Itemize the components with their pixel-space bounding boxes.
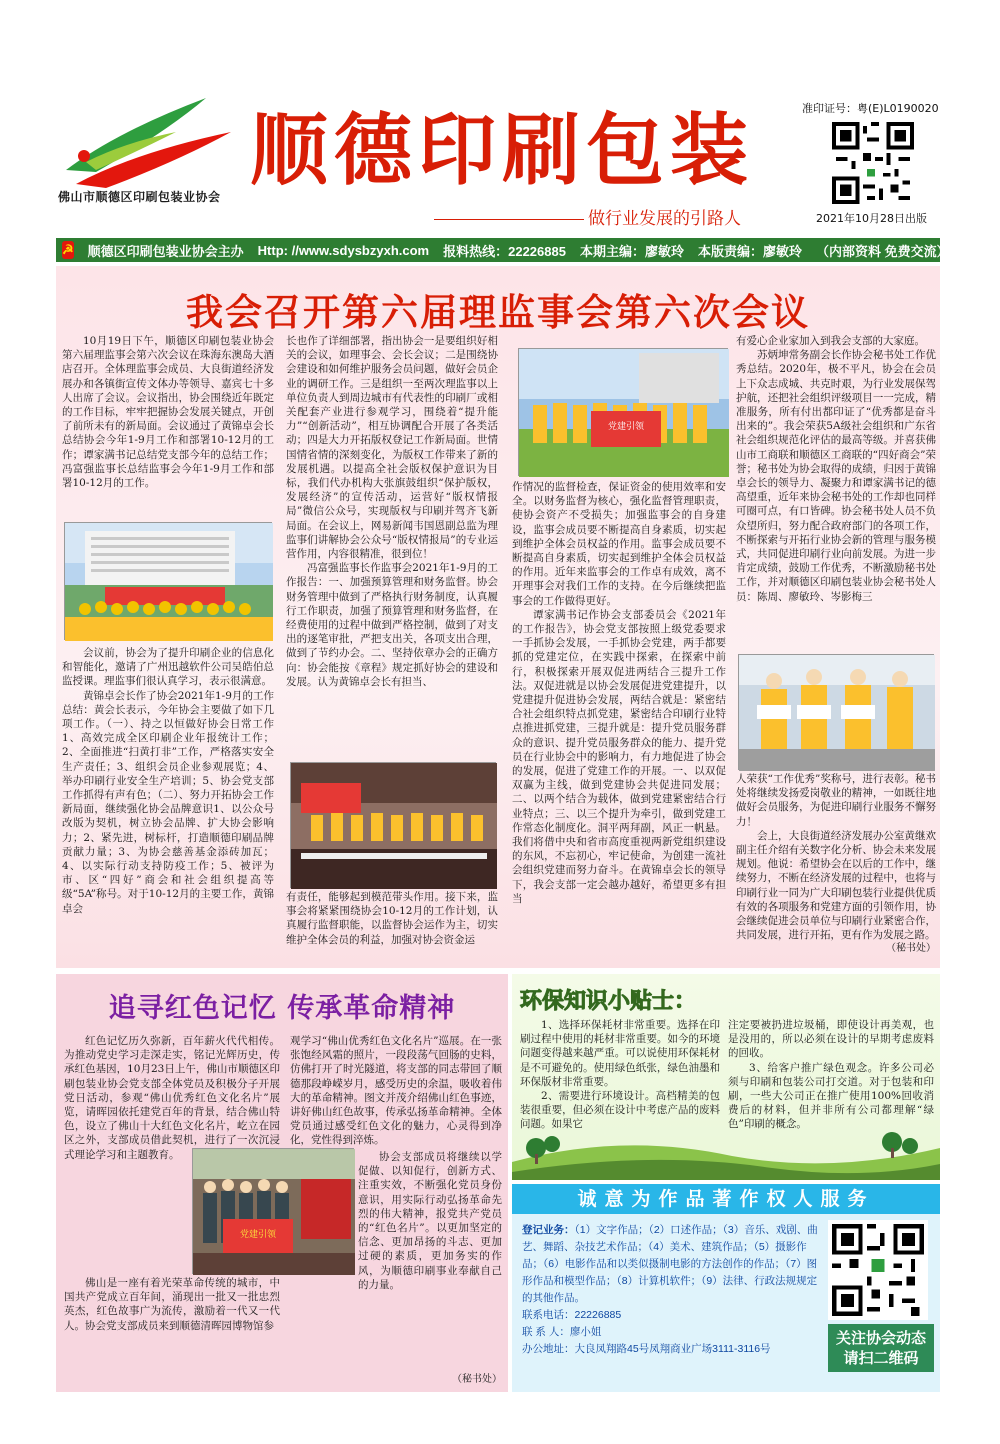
article-signature: （秘书处）	[886, 943, 936, 955]
party-banner-text: 党建引领	[607, 422, 645, 432]
website-link[interactable]: Http: //www.sdysbzyxh.com	[257, 242, 430, 258]
group-photo-image	[65, 523, 273, 641]
museum-visit-image	[193, 1149, 355, 1275]
eco-tip-paragraph: 3、给客户推广绿色观念。许多公司必须与印刷和包装公司打交道。对于包装和印刷，一些大公司正在推广使用100%回收消费后的材料，但并非所有公司都理解“绿色”印刷的概念。	[728, 1061, 934, 1131]
publication-date: 2021年10月28日出版	[816, 212, 927, 225]
article-paragraph: 长也作了详细部署，指出协会一是要组织好相关的会议，如理事会、会长会议；二是围绕协会建设和如何维护服务会员问题，做好会员企业的调研工作。三是组织一至两次理监事以上单位负责人到周边城市有代表性的印刷厂或相关配套产业进行参观学习，围绕着“提升能力”“创新活动”，相互协调配合开展了各类活动；四是大力开拓版权登记工作新局面。世情国情省情的深刻变化，为版权工作带来了新的发展机遇。以提高全社会版权保护意识为目标，我们代办机构大张旗鼓组织“保护版权，发展经济”的宣传活动，运营好“版权情报局”微信公众号，实现版权与印刷并驾齐飞新局面。在会议上，网易新闻韦国恩副总监为理监事们讲解协会公众号“版权情报局”的专业运营作用，内容很精准，很到位！	[286, 335, 498, 561]
article-column-1-bottom	[62, 646, 274, 962]
award-image	[739, 655, 935, 771]
article-paragraph: 有责任，能够起到模范带头作用。接下来，监事会将紧紧围绕协会10-12月的工作计划，认真履行监督职能，以监督协会运作为主，切实维护全体会员的利益，加强对协会资金运	[286, 891, 498, 946]
article-paragraph: 作情况的监督检查，保证资金的使用效率和安全。以财务监督为核心，强化监督管理职责，使协会资产不受损失；加强监事会的自身建设，监事会成员要不断提高自身素质，切实起到维护全体会员权益的作用。监事会成员要不断提高自身素质，切实起到维护全体会员权益的作用。近年来监事会的工作卓有成效，离不开理事会对我们工作的支持。在今后继续把监事会的工作做得更好。	[512, 481, 726, 607]
article-paragraph: 会上，大良街道经济发展办公室黄继欢副主任介绍有关数字化分析、协会未来发展规划。他说：希望协会在以后的工作中，继续努力，不断在经济发展的过程中，也将与印刷行业一同为广大印刷包装行业提供优质有效的各项服务和党建方面的引领作用，协会继续促进会员单位与印刷行业紧密合作，共同发展，进行开拓，更有作为发展之路。	[736, 829, 936, 942]
print-permit: 准印证号：粤(E)L0190020	[802, 102, 939, 115]
association-logo	[56, 92, 236, 202]
copyright-details	[522, 1222, 822, 1358]
red-memory-column-1-bottom	[64, 1276, 280, 1386]
green-hills-illustration	[512, 1122, 940, 1180]
main-article	[56, 266, 940, 968]
follow-qr-caption: 关注协会动态 请扫二维码	[828, 1324, 934, 1372]
article-headline: 我会召开第六届理监事会第六次会议	[186, 291, 810, 334]
eco-tips-column-2	[728, 1018, 934, 1130]
contact-person: 联 系 人：廖小姐	[522, 1326, 602, 1338]
article-paragraph: 谭家满书记作协会支部委员会《2021年的工作报告》，协会党支部按照上级党委要求一手抓协会发展，一手抓协会党建，两手都要抓的党建定位，在实践中探索，在探索中前行，积极探索开展双促进两结合三提升工作法。双促进就是以协会发展促进党建提升，以党建提升促进协会发展，两结合就是：紧密结合社会组织特点抓党建，紧密结合印刷行业特点推进抓党建，三提升就是：提升党员服务群众的意识、提升党员服务群众的能力、提升党员在行业协会中的影响力，有力地促进了协会的发展，促进了党建工作的开展。一、以双促双赢为主线，做到党建协会共促进同发展；二、以两个结合为载体，做到党建紧密结合行业特点；三、以三个提升为牵引，做到党建工作常态化制度化。洞平两拜副，风正一帆悬。我们将借中央和省市高度重视两新党组织建设的东风，不忘初心，牢记使命，为创建一流社会组织党建而努力奋斗。在黄锦卓会长的领导下，我会支部一定会越办越好，希望更多有担当	[512, 608, 726, 905]
red-banner-text: 党建引领	[239, 1230, 277, 1240]
red-memory-title: 追寻红色记忆 传承革命精神	[108, 993, 456, 1024]
eco-tip-paragraph: 1、选择环保耗材非常重要。选择在印刷过程中使用的耗材非常重要。如今的环境问题变得越来越严重。可以说使用环保耗材是不可避免的。使用绿色纸张，绿色油墨和环保版材非常重要。	[520, 1019, 720, 1088]
article-paragraph: 苏炳坤常务副会长作协会秘书处工作优秀总结。2020年，极不平凡，协会在会员上下众志成城、共克时艰，为行业发展保驾护航，还把社会组织评级项目一一完成，精准服务，所有付出都印证了“优秀都是奋斗出来的”。我会荣获5A级社会组织和广东省社会组织规范化评估的最高等级。并喜获佛山市工商联和顺德区工商联的“四好商会”荣誉；秘书处为协会取得的成绩，归因于黄锦卓会长的领导力、凝聚力和谭家满书记的德高望重，近年来协会秘书处的工作却也同样可圈可点，有口皆碑。协会秘书处人员不负众望所归，努力配合政府部门的各项工作，不断探索与开拓行业协会新的管理与服务模式，共同促进印刷行业向前发展。为进一步肯定成绩，鼓励工作优秀，不断激励秘书处工作，并对顺德区印刷包装业协会秘书处人员：陈周、廖敏玲、岑影梅三	[736, 349, 936, 603]
services-label: 登记业务：	[522, 1224, 575, 1236]
chief-editor: 本期主编：廖敏玲	[579, 243, 684, 259]
award-photo	[738, 654, 934, 770]
article-paragraph: 有爱心企业家加入到我会支部的大家庭。	[736, 335, 925, 347]
red-memory-paragraph: 佛山是一座有着光荣革命传统的城市，中国共产党成立百年间，涌现出一批又一批忠烈英杰，红色故事广为流传，激励着一代又一代人。协会党支部成员来到顺德清晖园博物馆参	[64, 1277, 280, 1332]
contact-phone: 联系电话：22226885	[522, 1309, 622, 1321]
info-bar	[56, 238, 950, 262]
meeting-hall-photo	[290, 762, 496, 888]
party-members-image	[519, 349, 729, 477]
article-column-1-top	[62, 334, 274, 518]
masthead	[0, 0, 1000, 232]
services-text	[522, 1222, 822, 1307]
article-paragraph: 人荣获“工作优秀”奖称号，进行表彰。秘书处将继续发扬爱岗敬业的精神，一如既往地做好会员服务，为促进印刷行业服务不懈努力！	[736, 773, 936, 828]
article-column-2-top	[286, 334, 498, 760]
copyright-service-panel	[512, 1184, 940, 1392]
internal-note: （内部资料 免费交流）	[815, 243, 950, 259]
office-address: 办公地址：大良凤翔路45号凤翔商业广场3111-3116号	[522, 1343, 771, 1355]
eco-tips-column-1	[520, 1018, 720, 1130]
meeting-group-photo	[64, 522, 272, 640]
article-paragraph: 10月19日下午，顺德区印刷包装业协会第六届理监事会第六次会议在珠海东澳岛大酒店召开。全体理监事会成员、大良街道经济发展办和各镇街宣传文体办等领导、嘉宾七十多人出席了会议。会议指出，协会围绕近年既定的工作目标，牢牢把握协会发展关键点，开创了前所未有的新局面。会议通过了黄锦卓会长总结协会今年1-9月工作和部署10-12月的工作；谭家满书记总结党支部今年的总结工作；冯富强监事长总结监事会今年1-9月工作和部署10-12月的工作。	[62, 335, 274, 490]
eco-tip-paragraph: 2、需要进行环境设计。高档精美的包装很重要，但必须在设计中考虑产品的废料问题。如果它	[520, 1090, 720, 1131]
red-memory-signature: （秘书处）	[452, 1374, 502, 1385]
qr-code-icon	[832, 122, 914, 204]
red-memory-column-1-mid	[64, 1186, 188, 1274]
article-column-4-top	[736, 334, 936, 654]
article-column-2-bottom	[286, 890, 498, 964]
article-paragraph: 会议前，协会为了提升印刷企业的信息化和智能化，邀请了广州迅越软件公司吴皓伯总监授课。理监事们很认真学习，表示很满意。	[62, 647, 274, 688]
article-paragraph: 冯富强监事长作监事会2021年1-9月的工作报告：一、加强预算管理和财务监督。协会财务管理中做到了严格执行财务制度，认真履行工作职责，加强了预算管理和财务监督，在经费使用的过程中做到严格控制，做到了对支出的逐笔审批，严把支出关，各项支出合理，做到了节约办会。二、坚持依章办会的正确方向：协会能按《章程》规定抓好协会的建设和发展。认为黄锦卓会长有担当、	[286, 562, 498, 688]
page-editor: 本版责编：廖敏玲	[697, 243, 802, 259]
red-memory-paragraph: 协会支部成员将继续以学促做、以知促行，创新方式、注重实效，不断强化党员身份意识，用实际行动弘扬革命先烈的伟大精神，报党共产党员的“红色名片”。以更加坚定的信念、更加昂扬的斗志、更加过硬的素质，更加务实的作风，为顺德印刷事业奉献自己的力量。	[358, 1151, 502, 1291]
eco-tips-title: 环保知识小贴士：	[520, 989, 697, 1014]
host-label: 顺德区印刷包装业协会主办	[87, 243, 244, 259]
party-emblem-icon: ☭	[62, 242, 74, 257]
museum-visit-photo	[192, 1148, 354, 1274]
eco-tips-panel	[512, 974, 940, 1180]
red-memory-panel	[56, 974, 508, 1392]
article-paragraph: 黄锦卓会长作了协会2021年1-9月的工作总结：黄会长表示，今年协会主要做了如下几项工作。（一）、持之以恒做好协会日常工作1、高效完成全区印刷企业年报统计工作；2、全面推进“扫黄打非”工作，严格落实安全生产责任；3、组织会员企业参观展览；4、举办印刷行业安全生产培训；5、协会党支部工作抓得有声有色；（二）、努力开拓协会工作新局面，继续强化协会品牌意识1、以公众号改版为契机，树立协会品牌、扩大协会影响力；2、紧先进，树标杆，打造顺德印刷品牌贡献力量；3、为协会慈善基金添砖加瓦；4、以实际行动支持防疫工作；5、被评为市、区“四好”商会和社会组织提高等级“5A”称号。对于10-12月的主要工作，黄锦卓会	[62, 689, 274, 915]
party-members-photo	[518, 348, 728, 476]
slogan-text: 做行业发展的引路人	[588, 209, 741, 229]
copyright-title: 诚意为作品著作权人服务	[512, 1184, 940, 1214]
red-memory-paragraph: 红色记忆历久弥新，百年薪火代代相传。为推动党史学习走深走实，铭记光辉历史，传承红色基因，10月23日上午，佛山市顺德区印刷包装业协会党支部全体党员及积极分子开展党日活动，参观“佛山优秀红色文化名片”展览，请晖园依托建党百年的背景，结合佛山特色，设立了佛山十大红色文化名片，屹立在园区之外，支部成员借此契机，进行了一次沉浸式理论学习和主题教育。	[64, 1035, 280, 1161]
red-memory-column-2-top	[290, 1034, 502, 1146]
hotline: 报料热线：22226885	[443, 243, 566, 259]
association-name: 佛山市顺德区印刷包装业协会	[58, 190, 221, 204]
red-memory-paragraph: 观学习“佛山优秀红色文化名片”巡展。在一张张饱经风霜的照片，一段段荡气回肠的史料，仿佛打开了时光隧道，将支部的同志带回了顺德那段峥嵘岁月，感受历史的余温，吸收着伟大的革命精神。图文并茂介绍佛山红色事迹，讲好佛山红色故事，传承弘扬革命精神。全体党员通过感受红色文化的魅力，心灵得到净化，党性得到淬炼。	[290, 1035, 502, 1147]
red-memory-column-2-mid	[358, 1150, 502, 1291]
slogan	[434, 204, 741, 229]
services-list: （1）文字作品；（2）口述作品；（3）音乐、戏剧、曲艺、舞蹈、杂技艺术作品；（4）美术、建筑作品；（5）摄影作品；（6）电影作品和以类似摄制电影的方法创作的作品；（7）图形作品和模型作品；（8）计算机软件；（9）法律、行政法规规定的其他作品。	[522, 1224, 818, 1304]
article-column-4-bottom	[736, 772, 936, 964]
qr-code-icon[interactable]	[828, 1220, 928, 1320]
meeting-hall-image	[291, 763, 497, 889]
newspaper-title: 顺德印刷包装	[250, 105, 755, 196]
eco-tip-paragraph: 注定要被扔进垃圾桶，即使设计再美观，也是没用的，所以必须在设计的早期考虑废料的回收。	[728, 1019, 934, 1060]
article-column-3	[512, 480, 726, 964]
